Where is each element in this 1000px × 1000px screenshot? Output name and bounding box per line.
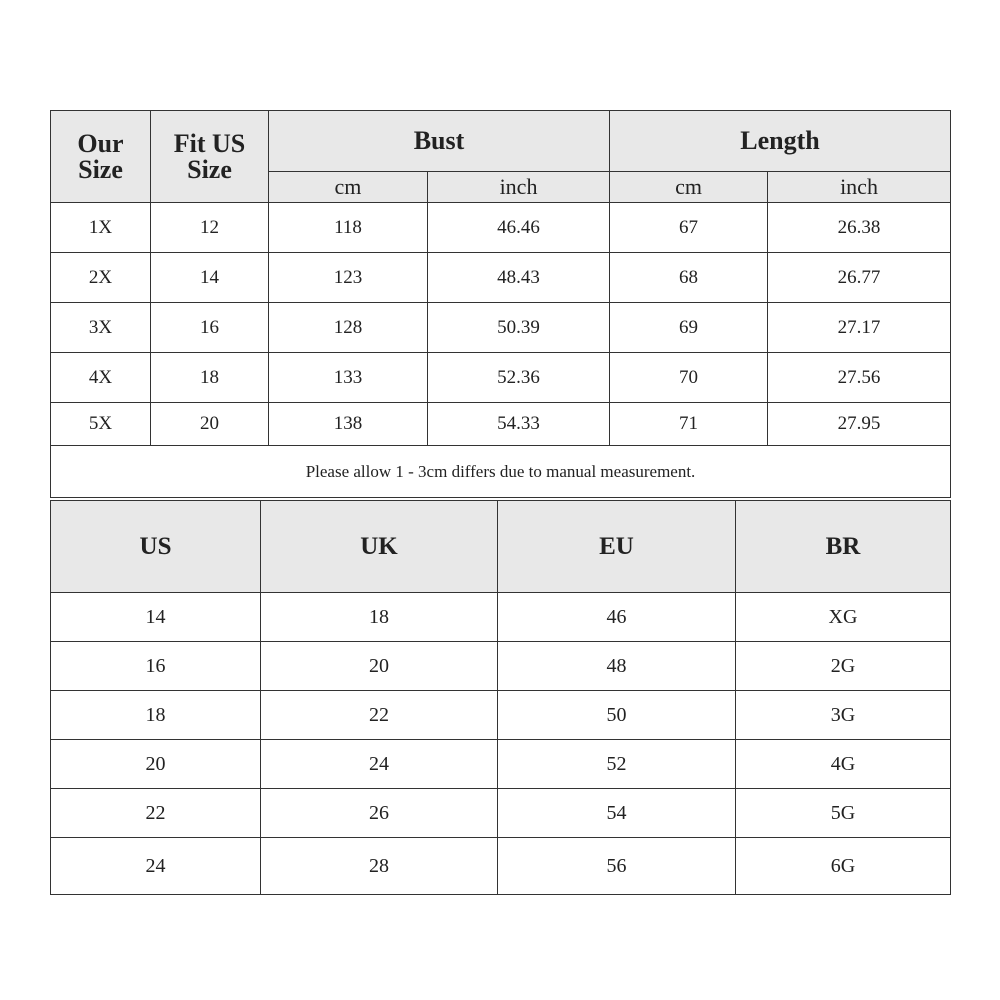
cell-length-cm: 71 <box>610 403 768 446</box>
cell-uk: 22 <box>261 691 498 740</box>
cell-uk: 24 <box>261 740 498 789</box>
cell-uk: 20 <box>261 642 498 691</box>
table-row <box>51 642 951 691</box>
cell-br: 5G <box>736 789 951 838</box>
table-row <box>51 838 951 895</box>
cell-our-size: 3X <box>51 303 151 353</box>
cell-eu: 56 <box>498 838 736 895</box>
table-row <box>51 593 951 642</box>
cell-fit-us: 16 <box>151 303 269 353</box>
cell-br: 4G <box>736 740 951 789</box>
cell-length-inch: 26.38 <box>768 203 951 253</box>
cell-our-size: 1X <box>51 203 151 253</box>
cell-br: 2G <box>736 642 951 691</box>
cell-bust-cm: 138 <box>269 403 428 446</box>
header-our-size <box>51 111 151 203</box>
header-length: Length <box>610 111 951 172</box>
cell-length-cm: 69 <box>610 303 768 353</box>
table-row <box>51 303 951 353</box>
header-length-cm: cm <box>610 172 768 203</box>
cell-us: 24 <box>51 838 261 895</box>
cell-us: 20 <box>51 740 261 789</box>
header-bust-cm: cm <box>269 172 428 203</box>
cell-br: 3G <box>736 691 951 740</box>
cell-eu: 46 <box>498 593 736 642</box>
cell-fit-us: 20 <box>151 403 269 446</box>
cell-us: 16 <box>51 642 261 691</box>
table-row <box>51 740 951 789</box>
cell-eu: 50 <box>498 691 736 740</box>
cell-length-cm: 70 <box>610 353 768 403</box>
cell-length-inch: 27.95 <box>768 403 951 446</box>
header-fit-us-line2: Size <box>187 154 232 184</box>
cell-our-size: 2X <box>51 253 151 303</box>
cell-our-size: 4X <box>51 353 151 403</box>
cell-us: 22 <box>51 789 261 838</box>
cell-eu: 52 <box>498 740 736 789</box>
cell-bust-inch: 54.33 <box>428 403 610 446</box>
table-row <box>51 789 951 838</box>
measurement-note: Please allow 1 - 3cm differs due to manual measurement. <box>51 446 951 498</box>
header-bust: Bust <box>269 111 610 172</box>
cell-bust-cm: 123 <box>269 253 428 303</box>
cell-bust-inch: 52.36 <box>428 353 610 403</box>
cell-length-inch: 27.17 <box>768 303 951 353</box>
header-uk: UK <box>261 501 498 593</box>
cell-us: 18 <box>51 691 261 740</box>
cell-bust-inch: 50.39 <box>428 303 610 353</box>
cell-fit-us: 14 <box>151 253 269 303</box>
cell-uk: 26 <box>261 789 498 838</box>
table-row <box>51 353 951 403</box>
header-eu: EU <box>498 501 736 593</box>
header-br: BR <box>736 501 951 593</box>
table-row <box>51 203 951 253</box>
header-bust-inch: inch <box>428 172 610 203</box>
cell-uk: 28 <box>261 838 498 895</box>
cell-length-cm: 68 <box>610 253 768 303</box>
header-us: US <box>51 501 261 593</box>
cell-bust-cm: 133 <box>269 353 428 403</box>
header-length-inch: inch <box>768 172 951 203</box>
cell-bust-inch: 46.46 <box>428 203 610 253</box>
cell-br: 6G <box>736 838 951 895</box>
table-row <box>51 403 951 446</box>
header-our-size-line1: Our <box>77 128 124 158</box>
header-our-size-line2: Size <box>78 154 123 184</box>
cell-bust-inch: 48.43 <box>428 253 610 303</box>
cell-our-size: 5X <box>51 403 151 446</box>
cell-length-inch: 26.77 <box>768 253 951 303</box>
cell-length-inch: 27.56 <box>768 353 951 403</box>
cell-uk: 18 <box>261 593 498 642</box>
cell-fit-us: 12 <box>151 203 269 253</box>
cell-bust-cm: 128 <box>269 303 428 353</box>
header-fit-us-line1: Fit US <box>173 128 246 158</box>
size-measurement-table <box>50 110 951 498</box>
cell-eu: 48 <box>498 642 736 691</box>
table-row <box>51 253 951 303</box>
cell-us: 14 <box>51 593 261 642</box>
cell-br: XG <box>736 593 951 642</box>
table-row <box>51 691 951 740</box>
cell-fit-us: 18 <box>151 353 269 403</box>
cell-length-cm: 67 <box>610 203 768 253</box>
header-fit-us-size <box>151 111 269 203</box>
cell-bust-cm: 118 <box>269 203 428 253</box>
cell-eu: 54 <box>498 789 736 838</box>
size-conversion-table <box>50 500 951 895</box>
